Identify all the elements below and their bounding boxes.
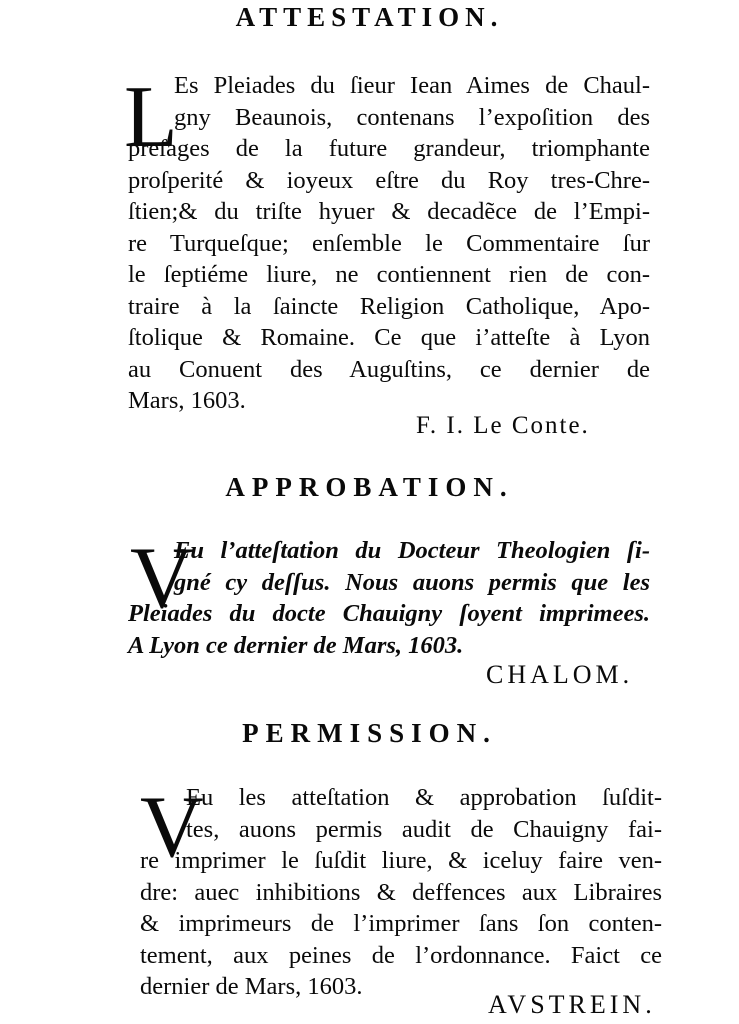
permission-line: Eu les atteſtation & approbation ſuſdit- <box>186 784 662 811</box>
approbation-heading: APPROBATION. <box>225 472 514 502</box>
permission-heading: PERMISSION. <box>242 718 497 748</box>
attestation-line: au Conuent des Auguſtins, ce dernier de <box>128 355 650 383</box>
attestation-line: re Turqueſque; enſemble le Commentaire ſur <box>128 229 650 257</box>
attestation-drop-cap: L <box>124 69 178 166</box>
attestation-line: ſtien;& du triſte hyuer & decadẽce de l’Empi- <box>128 198 650 225</box>
approbation-paragraph <box>128 530 650 661</box>
permission-paragraph <box>140 779 662 1003</box>
approbation-line: Pleiades du docte Chauigny ſoyent imprimees. <box>128 600 650 627</box>
permission-line: tes, auons permis audit de Chauigny fai- <box>186 815 662 843</box>
permission-line: dre: auec inhibitions & deffences aux Libraires <box>140 878 662 906</box>
approbation-signature: CHALOM. <box>486 660 634 689</box>
approbation-drop-cap: V <box>130 530 194 627</box>
attestation-line: gny Beaunois, contenans l’expoſition des <box>174 103 650 131</box>
attestation-line: preſages de la future grandeur, triomphante <box>128 135 650 162</box>
permission-line: dernier de Mars, 1603. <box>140 973 363 1000</box>
attestation-line: Mars, 1603. <box>128 387 246 414</box>
attestation-line: ſtolique & Romaine. Ce que i’atteſte à Lyon <box>128 324 650 351</box>
attestation-line: Es Pleiades du ſieur Iean Aimes de Chaul- <box>174 72 650 99</box>
attestation-line: traire à la ſaincte Religion Catholique, Apo- <box>128 292 650 320</box>
approbation-line: A Lyon ce dernier de Mars, 1603. <box>128 631 464 659</box>
attestation-heading: ATTESTATION. <box>235 2 504 32</box>
attestation-line: le ſeptiéme liure, ne contiennent rien de con- <box>128 261 650 288</box>
attestation-signature: F. I. Le Conte. <box>416 412 590 439</box>
attestation-line: proſperité & ioyeux eſtre du Roy tres-Chre- <box>128 166 650 194</box>
permission-signature: AVSTREIN. <box>488 990 656 1019</box>
attestation-paragraph <box>128 70 650 417</box>
permission-line: re imprimer le ſuſdit liure, & iceluy faire ven- <box>140 847 662 874</box>
permission-line: & imprimeurs de l’imprimer ſans ſon conten- <box>140 910 662 937</box>
approbation-line: Eu l’atteſtation du Docteur Theologien ſi- <box>174 537 650 564</box>
approbation-line: gné cy deſſus. Nous auons permis que les <box>174 568 650 596</box>
permission-drop-cap: V <box>140 779 204 876</box>
permission-line: tement, aux peines de l’ordonnance. Faict ce <box>140 941 662 969</box>
